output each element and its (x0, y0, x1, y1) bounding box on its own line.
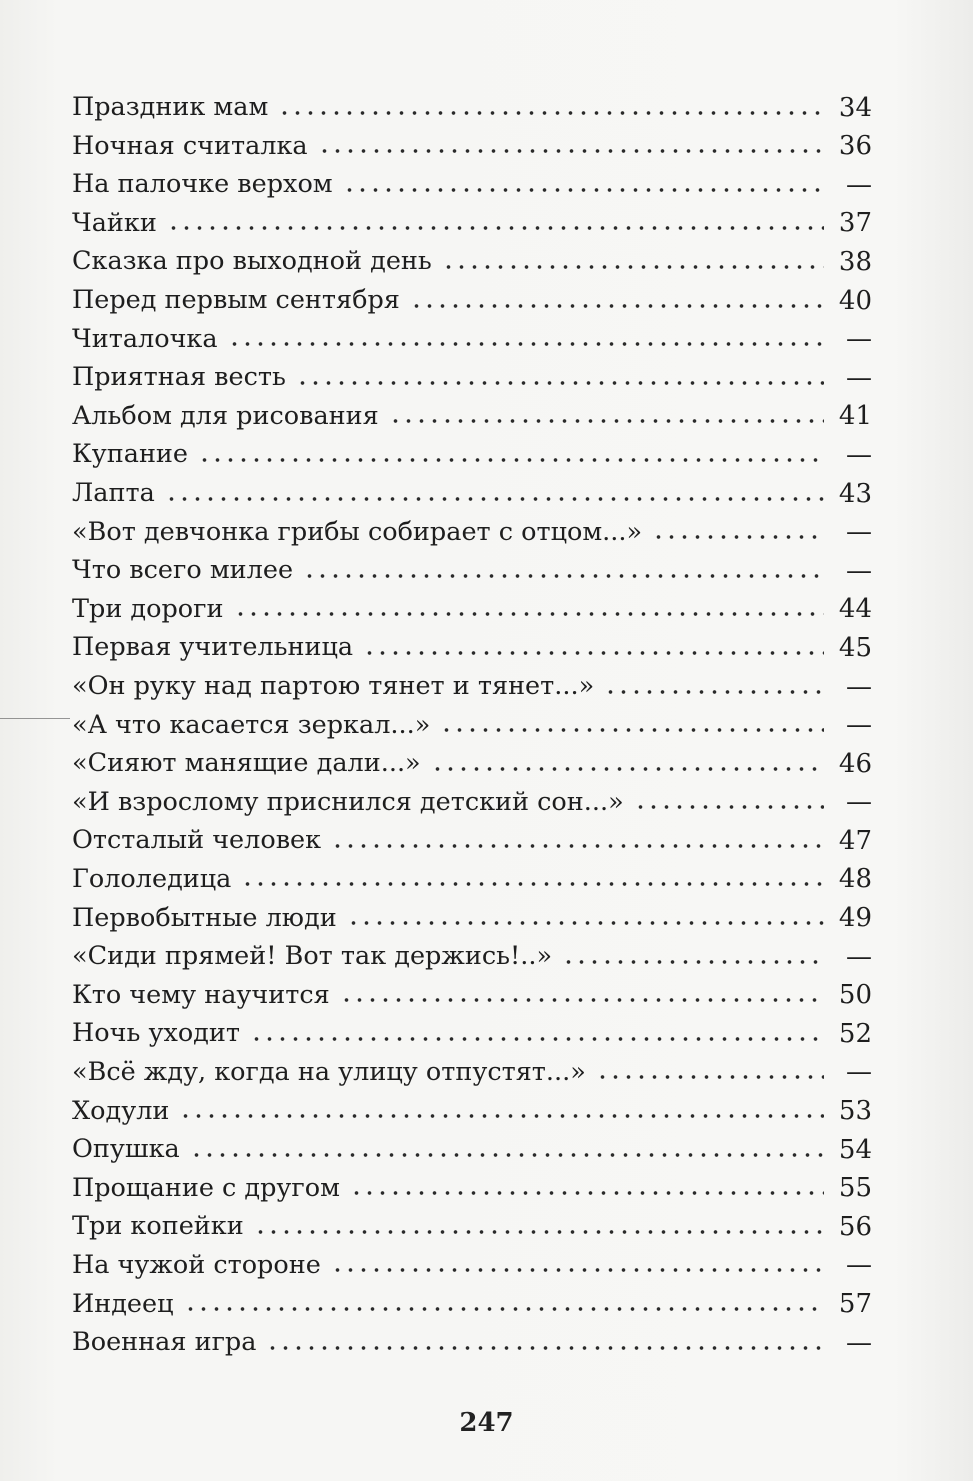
toc-entry-title: Альбом для рисования (72, 400, 379, 431)
toc-entry-page: — (846, 1250, 872, 1281)
toc-entry-title: Ходули (72, 1095, 170, 1126)
toc-entry (72, 622, 872, 661)
dot-leader (634, 804, 824, 810)
toc-entry-title: Первобытные люди (72, 902, 337, 933)
toc-entry (72, 661, 872, 700)
toc-entry (72, 545, 872, 584)
toc-entry-page: — (846, 517, 872, 548)
toc-entry (72, 815, 872, 854)
dot-leader (266, 1345, 824, 1351)
toc-entry-title: Чайки (72, 207, 157, 238)
toc-entry (72, 82, 872, 121)
toc-entry (72, 700, 872, 739)
toc-entry-page: 53 (838, 1096, 872, 1127)
toc-entry-title: Три дороги (72, 593, 224, 624)
toc-entry-page: — (846, 169, 872, 200)
toc-entry-title: «Вот девчонка грибы собирает с отцом...» (72, 516, 643, 547)
toc-entry-page: 44 (838, 594, 872, 625)
toc-entry (72, 777, 872, 816)
toc-entry-title: «Сиди прямей! Вот так держись!..» (72, 941, 553, 972)
toc-entry-page: 37 (838, 208, 872, 239)
toc-entry (72, 314, 872, 353)
toc-entry (72, 121, 872, 160)
toc-entry-title: Гололедица (72, 863, 232, 894)
toc-entry-page: 54 (838, 1134, 872, 1165)
dot-leader (278, 110, 824, 116)
toc-entry-page: 40 (838, 285, 872, 316)
dot-leader (184, 1306, 824, 1312)
dot-leader (562, 959, 824, 965)
dot-leader (250, 1036, 824, 1042)
toc-entry-page: 50 (838, 980, 872, 1011)
dot-leader (410, 303, 824, 309)
dot-leader (296, 380, 824, 386)
toc-entry-page: — (846, 439, 872, 470)
dot-leader (440, 727, 824, 733)
toc-entry (72, 970, 872, 1009)
toc-entry-title: Приятная весть (72, 362, 286, 393)
toc-entry (72, 738, 872, 777)
toc-entry (72, 236, 872, 275)
toc-entry-page: 55 (838, 1173, 872, 1204)
toc-entry-page: — (846, 787, 872, 818)
toc-entry (72, 1201, 872, 1240)
dot-leader (165, 496, 824, 502)
toc-entry (72, 507, 872, 546)
dot-leader (347, 920, 824, 926)
dot-leader (331, 1267, 824, 1273)
toc-entry (72, 468, 872, 507)
dot-leader (190, 1152, 824, 1158)
toc-entry-page: — (846, 555, 872, 586)
dot-leader (241, 881, 824, 887)
toc-entry-title: Первая учительница (72, 632, 354, 663)
toc-entry (72, 198, 872, 237)
toc-entry-page: — (846, 1327, 872, 1358)
dot-leader (167, 225, 824, 231)
dot-leader (234, 611, 824, 617)
toc-entry (72, 429, 872, 468)
toc-entry-title: Военная игра (72, 1327, 257, 1358)
dot-leader (604, 689, 824, 695)
toc-entry-title: Ночная считалка (72, 130, 308, 161)
dot-leader (254, 1229, 824, 1235)
dot-leader (198, 457, 824, 463)
dot-leader (343, 187, 824, 193)
toc-entry-title: Три копейки (72, 1211, 244, 1242)
toc-entry-title: Отсталый человек (72, 825, 322, 856)
toc-entry (72, 854, 872, 893)
toc-entry (72, 159, 872, 198)
toc-entry-title: Прощание с другом (72, 1172, 340, 1203)
dot-leader (389, 418, 824, 424)
toc-entry (72, 1163, 872, 1202)
toc-entry (72, 584, 872, 623)
toc-entry-page: 36 (838, 131, 872, 162)
toc-entry (72, 1085, 872, 1127)
toc-entry-title: «Сияют манящие дали...» (72, 748, 421, 779)
dot-leader (652, 534, 824, 540)
toc-entry-title: Читалочка (72, 323, 218, 354)
toc-entry (72, 892, 872, 934)
toc-entry-page: 47 (838, 825, 872, 856)
toc-entry-page: 46 (838, 748, 872, 779)
toc-entry-page: — (846, 1057, 872, 1088)
toc-entry-title: «И взрослому приснился детский сон...» (72, 786, 624, 817)
table-of-contents (72, 82, 872, 1356)
toc-entry-title: Сказка про выходной день (72, 246, 432, 277)
toc-entry-page: 41 (838, 401, 872, 432)
dot-leader (179, 1113, 824, 1119)
toc-entry (72, 1240, 872, 1279)
toc-entry-title: Купание (72, 439, 189, 470)
toc-entry (72, 1047, 872, 1086)
toc-entry (72, 352, 872, 391)
dot-leader (442, 264, 824, 270)
toc-entry-title: Праздник мам (72, 92, 269, 123)
dot-leader (431, 766, 824, 772)
toc-entry-title: Лапта (72, 478, 155, 509)
toc-entry-page: — (846, 710, 872, 741)
toc-entry (72, 931, 872, 970)
toc-entry-title: Опушка (72, 1134, 180, 1165)
dot-leader (596, 1074, 824, 1080)
toc-entry (72, 391, 872, 430)
toc-entry-page: 56 (838, 1211, 872, 1242)
dot-leader (363, 650, 824, 656)
toc-entry-page: — (846, 941, 872, 972)
toc-entry-page: 34 (838, 92, 872, 123)
toc-entry-page: — (846, 362, 872, 393)
toc-entry-title: «А что касается зеркал...» (72, 709, 431, 740)
dot-leader (228, 341, 824, 347)
toc-entry-title: На палочке верхом (72, 169, 333, 200)
toc-entry-page: — (846, 671, 872, 702)
toc-entry-page: 57 (838, 1289, 872, 1319)
dot-leader (350, 1190, 824, 1196)
toc-entry (72, 275, 872, 314)
dot-leader (331, 843, 824, 849)
dot-leader (303, 573, 824, 579)
toc-entry-title: «Всё жду, когда на улицу отпустят...» (72, 1056, 586, 1087)
page-number: 247 (459, 1408, 514, 1438)
toc-entry-title: Что всего милее (72, 555, 294, 586)
toc-entry-page: 45 (838, 632, 872, 663)
toc-entry (72, 1278, 872, 1317)
toc-entry-page: 48 (838, 864, 872, 895)
toc-entry-page: — (846, 324, 872, 355)
toc-entry-title: «Он руку над партою тянет и тянет...» (72, 671, 595, 701)
toc-entry (72, 1317, 872, 1356)
toc-entry (72, 1124, 872, 1163)
toc-entry-title: Ночь уходит (72, 1018, 240, 1049)
toc-entry (72, 1008, 872, 1047)
toc-entry-title: Кто чему научится (72, 979, 330, 1010)
toc-entry-page: 49 (838, 903, 872, 934)
toc-entry-title: На чужой стороне (72, 1249, 321, 1280)
toc-entry-title: Перед первым сентября (72, 285, 400, 316)
toc-entry-page: 52 (838, 1018, 872, 1049)
toc-entry-page: 38 (838, 246, 872, 277)
toc-entry-page: 43 (838, 478, 872, 509)
dot-leader (318, 148, 824, 154)
margin-rule (0, 718, 70, 719)
toc-entry-title: Индеец (72, 1288, 174, 1319)
dot-leader (340, 997, 824, 1003)
